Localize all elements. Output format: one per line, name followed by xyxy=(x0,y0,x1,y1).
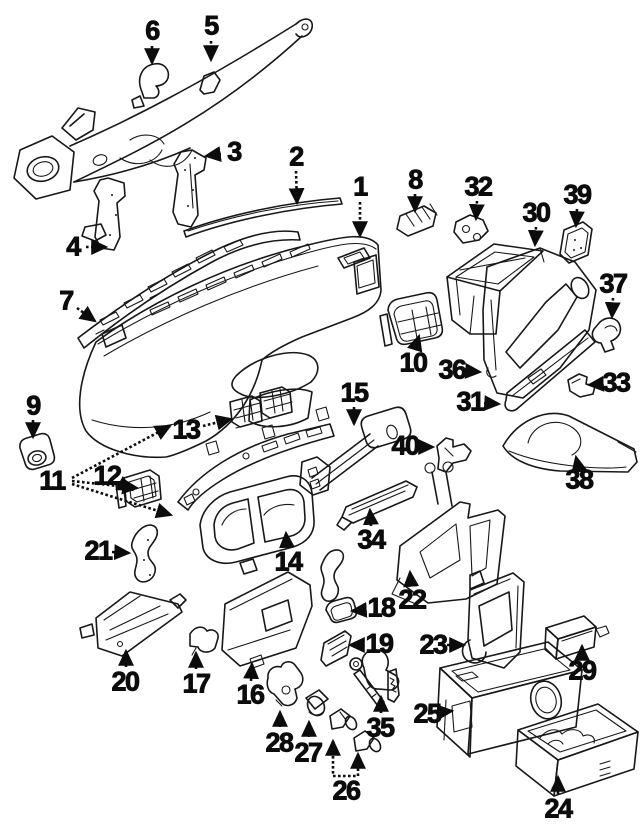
callout-36: 36 xyxy=(438,354,466,385)
callout-13: 13 xyxy=(172,414,200,445)
molding-strip-sketch xyxy=(184,198,342,237)
small-box-sketch xyxy=(545,616,609,659)
callout-7: 7 xyxy=(59,285,73,316)
strap-bracket-left-sketch xyxy=(132,525,158,582)
callout-8: 8 xyxy=(408,164,422,195)
callout-4: 4 xyxy=(66,231,80,262)
callout-arrow-37 xyxy=(612,298,613,317)
strap-bracket-right-sketch xyxy=(321,550,343,601)
column-garnish-bar-sketch xyxy=(300,407,411,495)
callout-arrow-16 xyxy=(251,664,252,681)
callout-3: 3 xyxy=(227,136,241,167)
callout-37: 37 xyxy=(599,268,627,299)
callout-arrow-39 xyxy=(576,209,577,226)
defroster-grille-sketch xyxy=(397,204,437,236)
lower-finish-panel-sketch xyxy=(222,572,312,668)
callout-12: 12 xyxy=(93,460,121,491)
callout-11: 11 xyxy=(39,465,65,496)
grommet-sketch xyxy=(20,434,55,470)
glove-door-trim-sketch xyxy=(505,330,595,411)
callout-6: 6 xyxy=(145,15,159,46)
callout-arrow-11 xyxy=(72,426,170,478)
switch-sketch xyxy=(267,662,303,706)
clip-bracket-sketch xyxy=(190,627,218,655)
reinforcement-beam-sketch xyxy=(14,15,312,199)
clip-sketch xyxy=(454,215,488,243)
callout-18: 18 xyxy=(367,592,395,623)
callout-2: 2 xyxy=(289,141,303,172)
callout-35: 35 xyxy=(366,712,394,743)
callout-15: 15 xyxy=(340,377,368,408)
callout-39: 39 xyxy=(563,179,591,210)
callout-38: 38 xyxy=(565,464,593,495)
callout-32: 32 xyxy=(464,171,492,202)
callout-34: 34 xyxy=(357,524,385,555)
callout-25: 25 xyxy=(413,698,441,729)
callout-arrow-21 xyxy=(112,552,129,553)
mounting-pad-sketch xyxy=(560,222,592,263)
ridged-strip-sketch xyxy=(337,481,417,530)
callout-arrow-32 xyxy=(476,201,477,219)
callout-33: 33 xyxy=(602,367,630,398)
hatched-lid-sketch xyxy=(321,631,351,666)
side-vent-left-sketch xyxy=(116,470,161,508)
cluster-bezel-sketch xyxy=(200,476,314,577)
callout-arrow-31 xyxy=(484,403,499,404)
callout-bracket-26 xyxy=(333,741,358,776)
callout-21: 21 xyxy=(84,535,112,566)
side-bracket-sketch-a xyxy=(173,150,206,227)
callout-17: 17 xyxy=(182,668,210,699)
console-box-sketch xyxy=(437,642,582,757)
callout-29: 29 xyxy=(568,655,596,686)
callout-arrow-14 xyxy=(286,533,287,548)
side-vent-right-sketch xyxy=(380,293,442,346)
callout-40: 40 xyxy=(391,430,419,461)
callout-arrow-3 xyxy=(206,154,221,156)
door-inner-panel-sketch xyxy=(80,592,186,656)
callout-arrow-22 xyxy=(410,572,411,585)
hook-bracket-sketch xyxy=(592,318,620,352)
callout-arrow-38 xyxy=(576,457,578,466)
knob-cylinder-sketch xyxy=(304,690,328,719)
callout-arrow-30 xyxy=(535,227,536,245)
callout-28: 28 xyxy=(265,727,293,758)
under-cover-sketch xyxy=(503,414,637,472)
glove-box-bin-sketch xyxy=(447,244,543,334)
callout-22: 22 xyxy=(398,584,426,615)
callout-arrow-7 xyxy=(77,308,95,321)
bulb-sockets-sketch xyxy=(330,709,383,754)
callout-arrow-18 xyxy=(352,610,366,611)
radio-bracket-sketch xyxy=(463,571,525,668)
callout-arrow-2 xyxy=(296,171,297,203)
cluster-garnish-sketch xyxy=(178,424,334,510)
callout-23: 23 xyxy=(419,629,447,660)
callout-14: 14 xyxy=(274,546,302,577)
callout-20: 20 xyxy=(111,666,139,697)
callout-31: 31 xyxy=(456,386,484,417)
callout-1: 1 xyxy=(353,171,367,202)
callout-arrow-34 xyxy=(370,510,371,526)
callout-24: 24 xyxy=(544,793,572,824)
side-bracket-sketch-b xyxy=(82,178,125,250)
support-bracket-sketch xyxy=(437,438,471,472)
callout-10: 10 xyxy=(399,347,427,378)
callout-arrow-11-3 xyxy=(72,484,171,515)
callout-26: 26 xyxy=(332,775,360,806)
callout-arrow-25 xyxy=(441,711,452,712)
callout-27: 27 xyxy=(294,737,322,768)
callout-arrow-36 xyxy=(466,371,480,372)
callout-5: 5 xyxy=(204,10,218,41)
callout-9: 9 xyxy=(26,390,40,421)
callout-arrow-33 xyxy=(589,384,602,385)
ignition-key-set-sketch xyxy=(350,650,399,706)
instrument-panel-sketch xyxy=(80,237,381,458)
callout-19: 19 xyxy=(365,628,393,659)
callout-16: 16 xyxy=(236,679,264,710)
callout-30: 30 xyxy=(522,197,550,228)
